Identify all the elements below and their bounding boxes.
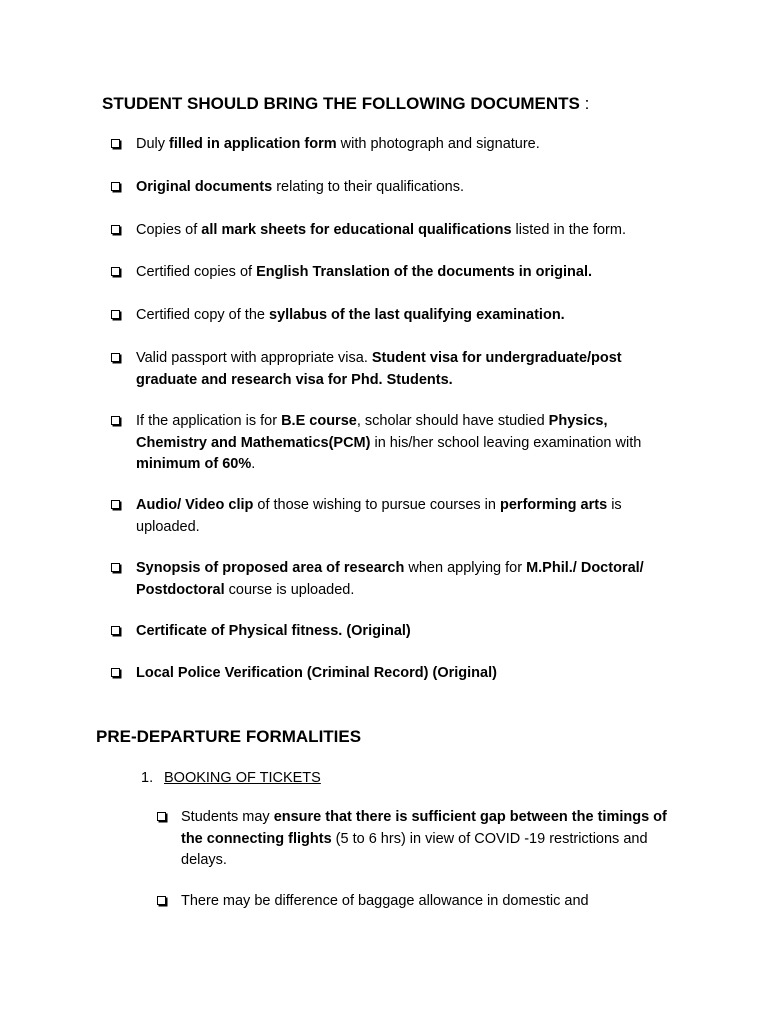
- item-text-bold: minimum of 60%: [136, 456, 252, 472]
- item-text: relating to their qualifications.: [272, 179, 464, 195]
- list-item: [136, 220, 646, 242]
- item-text: If the application is for: [136, 413, 282, 429]
- item-text: of those wishing to pursue courses in: [253, 497, 500, 513]
- item-text: Certified copies of: [136, 264, 257, 280]
- list-item: [136, 663, 646, 685]
- checkbox-bullet-icon: [111, 558, 120, 580]
- checkbox-bullet-icon: [111, 220, 120, 242]
- pre-departure-heading: PRE-DEPARTURE FORMALITIES: [96, 727, 362, 746]
- step-number: 1.: [141, 770, 154, 786]
- item-text-bold: performing arts: [500, 497, 608, 513]
- checkbox-bullet-icon: [111, 663, 120, 685]
- item-text: Valid passport with appropriate visa.: [136, 350, 372, 366]
- item-text-bold: M.Phil./ Doctoral/ Postdoctoral: [136, 560, 644, 598]
- checkbox-bullet-icon: [111, 177, 120, 199]
- item-text: with photograph and signature.: [336, 136, 540, 152]
- list-item: [136, 134, 646, 156]
- item-text-bold: Original documents: [136, 179, 273, 195]
- booking-step: [141, 768, 321, 789]
- documents-heading-colon: :: [584, 94, 590, 113]
- item-text: is uploaded.: [136, 497, 622, 535]
- item-text: course is uploaded.: [224, 581, 355, 598]
- list-item: [136, 348, 646, 391]
- item-text: Students may: [181, 809, 274, 825]
- list-item: [136, 262, 646, 284]
- item-text: , scholar should have studied: [356, 413, 549, 429]
- list-item: [136, 177, 646, 199]
- item-text-bold: Local Police Verification (Criminal Record) (Original): [136, 665, 497, 681]
- step-title: BOOKING OF TICKETS: [164, 770, 321, 786]
- item-text-bold: B.E course: [281, 413, 357, 429]
- item-text-bold: Synopsis of proposed area of research: [136, 560, 405, 576]
- checkbox-bullet-icon: [157, 807, 166, 829]
- list-item: [136, 305, 646, 327]
- item-text-bold: filled in application form: [169, 136, 337, 152]
- item-text-bold: Audio/ Video clip: [136, 497, 254, 513]
- list-item: [136, 558, 646, 601]
- checkbox-bullet-icon: [111, 134, 120, 156]
- item-text-bold: ensure that there is sufficient gap between the timings of the connecting flights: [181, 809, 667, 847]
- item-text: Copies of: [136, 222, 202, 238]
- checkbox-bullet-icon: [111, 495, 120, 517]
- item-text: listed in the form.: [511, 222, 626, 238]
- list-item: [136, 495, 646, 538]
- item-text-bold: syllabus of the last qualifying examination.: [269, 307, 565, 323]
- item-text-bold: all mark sheets for educational qualifications: [201, 222, 512, 238]
- item-text: (5 to 6 hrs) in view of COVID -19 restrictions and delays.: [181, 830, 648, 868]
- checkbox-bullet-icon: [111, 348, 120, 370]
- checkbox-bullet-icon: [111, 621, 120, 643]
- list-item: [181, 807, 681, 872]
- documents-heading-text: STUDENT SHOULD BRING THE FOLLOWING DOCUMENTS: [102, 94, 580, 113]
- item-text-bold: English Translation of the documents in original.: [256, 264, 593, 280]
- list-item: [136, 411, 646, 476]
- item-text-bold: Physics, Chemistry and Mathematics(PCM): [136, 413, 608, 451]
- list-item: [181, 891, 681, 913]
- item-text-bold: Student visa for undergraduate/post graduate and research visa for Phd. Students.: [136, 350, 622, 388]
- item-text: .: [251, 456, 256, 472]
- checkbox-bullet-icon: [111, 305, 120, 327]
- item-text: when applying for: [404, 560, 527, 576]
- item-text: Certified copy of the: [136, 307, 269, 323]
- item-text-bold: Certificate of Physical fitness. (Original): [136, 623, 411, 639]
- checkbox-bullet-icon: [157, 891, 166, 913]
- checkbox-bullet-icon: [111, 411, 120, 433]
- list-item: [136, 621, 646, 643]
- documents-heading: [102, 94, 589, 114]
- item-text: There may be difference of baggage allowance in domestic and: [181, 893, 589, 909]
- item-text: Duly: [136, 136, 170, 152]
- item-text: in his/her school leaving examination with: [370, 434, 642, 451]
- checkbox-bullet-icon: [111, 262, 120, 284]
